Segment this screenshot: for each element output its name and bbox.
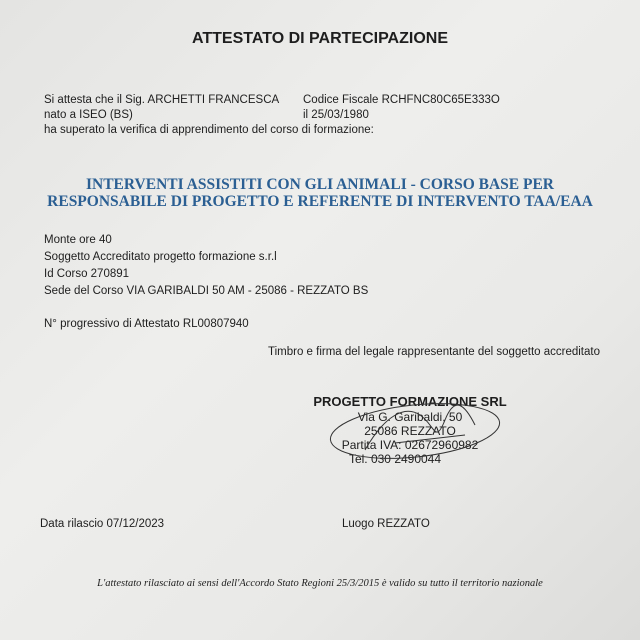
attestation-line: Si attesta che il Sig. ARCHETTI FRANCESCA (44, 94, 280, 106)
course-title-line1: INTERVENTI ASSISTITI CON GLI ANIMALI - CORSO BASE PER (85, 176, 555, 193)
course-title-line2: RESPONSABILE DI PROGETTO E REFERENTE DI INTERVENTO TAA/EAA (47, 193, 593, 210)
course-id: Id Corso 270891 (44, 268, 130, 280)
document-title: ATTESTATO DI PARTECIPAZIONE (192, 30, 448, 47)
release-place: Luogo REZZATO (342, 518, 430, 530)
birth-date: il 25/03/1980 (303, 109, 369, 121)
stamp-city: 25086 REZZATO (364, 424, 456, 438)
progressive-number: N° progressivo di Attestato RL00807940 (44, 318, 249, 330)
legal-footer: L'attestato rilasciato ai sensi dell'Accordo Stato Regioni 25/3/2015 è valido su tutto il territorio nazionale (97, 578, 543, 589)
birth-place: nato a ISEO (BS) (44, 109, 133, 121)
verification-line: ha superato la verifica di apprendimento del corso di formazione: (44, 124, 374, 136)
hours: Monte ore 40 (44, 234, 112, 246)
codice-fiscale: Codice Fiscale RCHFNC80C65E333O (303, 94, 500, 106)
release-date: Data rilascio 07/12/2023 (40, 518, 165, 530)
course-location: Sede del Corso VIA GARIBALDI 50 AM - 25086 - REZZATO BS (44, 285, 369, 297)
stamp-company: PROGETTO FORMAZIONE SRL (313, 394, 507, 409)
signature-label: Timbro e firma del legale rappresentante del soggetto accreditato (268, 346, 600, 358)
stamp-address: Via G. Garibaldi, 50 (357, 410, 463, 424)
stamp-vat: Partita IVA: 02672960982 (341, 438, 479, 452)
accredited-body: Soggetto Accreditato progetto formazione s.r.l (44, 251, 277, 263)
stamp-tel: Tel. 030 2490044 (348, 452, 442, 466)
handwritten-signature (325, 395, 505, 465)
